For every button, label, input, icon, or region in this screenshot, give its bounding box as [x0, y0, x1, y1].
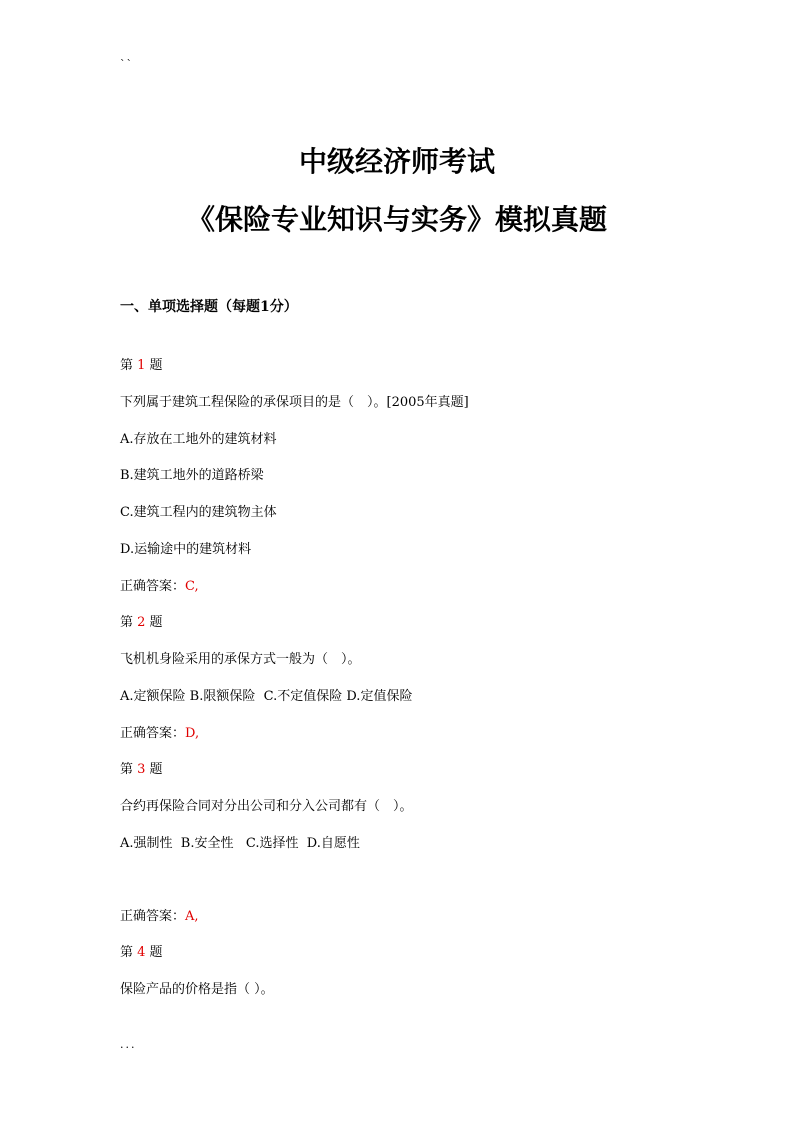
question-1-answer [120, 575, 199, 594]
question-suffix: 题 [145, 762, 163, 777]
question-3-answer [120, 905, 199, 924]
question-2-text: 飞机机身险采用的承保方式一般为（ ）。 [120, 652, 361, 667]
question-number: 2 [137, 615, 146, 630]
question-1-option-c: C.建筑工程内的建筑物主体 [120, 505, 277, 520]
answer-value: C, [185, 579, 199, 594]
answer-label: 正确答案： [120, 579, 186, 594]
question-prefix: 第 [120, 762, 138, 777]
page-title-line-2: 《保险专业知识与实务》模拟真题 [186, 203, 607, 236]
question-number: 4 [137, 945, 146, 960]
top-mark: `` [120, 58, 133, 71]
answer-value: A, [185, 909, 199, 924]
question-3-text: 合约再保险合同对分出公司和分入公司都有（ ）。 [120, 799, 413, 814]
answer-label: 正确答案： [120, 726, 186, 741]
question-3-header [120, 758, 163, 777]
question-4-header [120, 941, 163, 960]
question-1-option-a: A.存放在工地外的建筑材料 [120, 432, 277, 447]
section-heading: 一、单项选择题（每题1分） [120, 299, 298, 315]
question-number: 3 [137, 762, 146, 777]
page-title-line-1: 中级经济师考试 [298, 145, 495, 178]
question-4-text: 保险产品的价格是指（ ）。 [120, 982, 274, 997]
question-suffix: 题 [145, 945, 163, 960]
question-suffix: 题 [145, 615, 163, 630]
question-2-options: A.定额保险 B.限额保险 C.不定值保险 D.定值保险 [120, 689, 413, 704]
question-1-header [120, 354, 163, 373]
question-prefix: 第 [120, 358, 138, 373]
answer-value: D, [185, 726, 200, 741]
answer-label: 正确答案： [120, 909, 186, 924]
question-2-answer [120, 722, 199, 741]
question-2-header [120, 611, 163, 630]
question-3-options: A.强制性 B.安全性 C.选择性 D.自愿性 [120, 836, 360, 851]
question-prefix: 第 [120, 615, 138, 630]
question-1-option-b: B.建筑工地外的道路桥梁 [120, 468, 264, 483]
bottom-mark: ... [120, 1038, 137, 1051]
question-prefix: 第 [120, 945, 138, 960]
question-number: 1 [137, 358, 146, 373]
question-1-option-d: D.运输途中的建筑材料 [120, 542, 252, 557]
question-suffix: 题 [145, 358, 163, 373]
question-1-text: 下列属于建筑工程保险的承保项目的是（ ）。[2005年真题] [120, 395, 469, 410]
